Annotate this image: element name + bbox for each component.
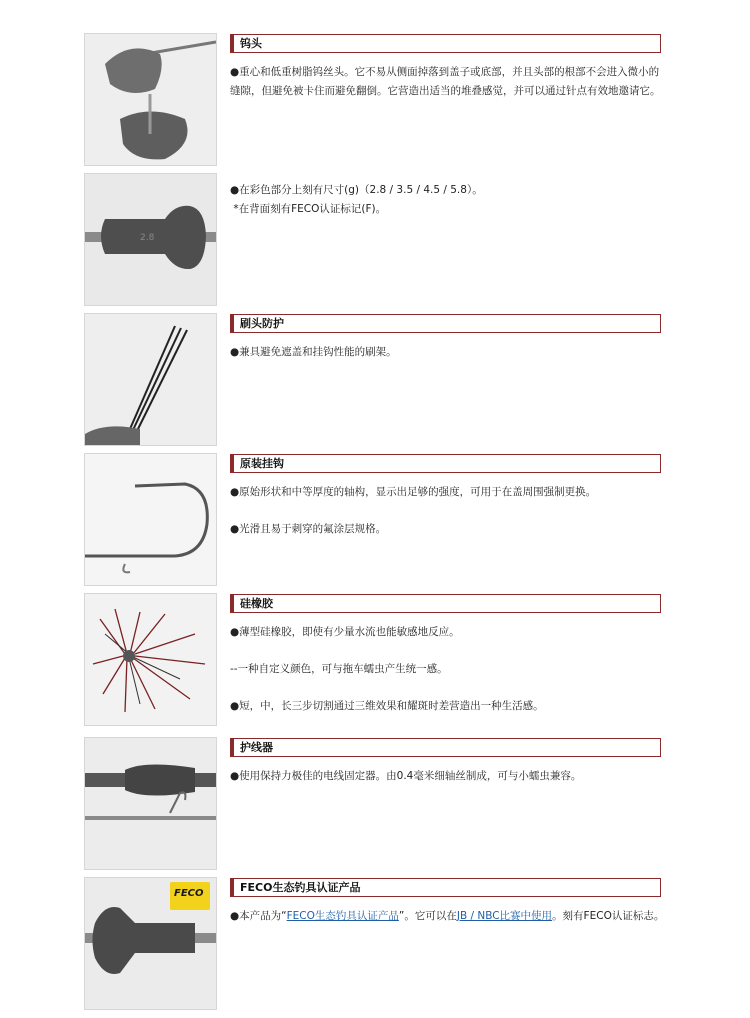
- section-heading: FECO生态钓具认证产品: [230, 878, 661, 897]
- section-text: [230, 483, 666, 539]
- section-text: [230, 623, 666, 716]
- section-heading: 钨头: [230, 34, 661, 53]
- paragraph: ●使用保持力极佳的电线固定器。由0.4毫米细轴丝制成，可与小蠕虫兼容。: [230, 770, 582, 782]
- section-text: [230, 181, 666, 219]
- section-heading: 刷头防护: [230, 314, 661, 333]
- engraved-head-image: [84, 173, 217, 306]
- paragraph: --一种自定义颜色，可与拖车蠕虫产生统一感。: [230, 663, 448, 675]
- text-fragment: ”。它可以在: [398, 910, 457, 922]
- silicone-skirt-image: [84, 593, 217, 726]
- section-text: [230, 343, 666, 362]
- section-text: [230, 907, 666, 926]
- feco-badge: [170, 882, 210, 910]
- brush-guard-image: [84, 313, 217, 446]
- paragraph: *在背面刻有FECO认证标记(F)。: [230, 203, 387, 215]
- paragraph: ●薄型硅橡胶，即使有少量水流也能敏感地反应。: [230, 626, 460, 638]
- hook-image: [84, 453, 217, 586]
- paragraph: ●在彩色部分上刻有尺寸(g)（2.8 / 3.5 / 4.5 / 5.8）。: [230, 184, 483, 196]
- paragraph: ●兼具避免遮盖和挂钩性能的刷架。: [230, 346, 397, 358]
- wire-keeper-image: [84, 737, 217, 870]
- text-fragment: 。刻有FECO认证标志。: [552, 910, 665, 922]
- paragraph: [230, 907, 666, 926]
- feco-certification-link[interactable]: FECO生态钓具认证产品: [286, 910, 399, 922]
- paragraph: ●重心和低重树脂钨丝头。它不易从侧面掉落到盖子或底部，并且头部的根部不会进入微小的缝隙，但避免被卡住而避免翻倒。它营造出适当的堆叠感觉，并可以通过针点有效地邀请它。: [230, 66, 661, 97]
- svg-text:2.8: 2.8: [140, 233, 155, 243]
- text-fragment: ●本产品为“: [230, 910, 287, 922]
- jb-nbc-competition-link[interactable]: JB / NBC比赛中使用: [456, 910, 553, 922]
- section-text: [230, 767, 666, 786]
- section-heading: 护线器: [230, 738, 661, 757]
- tungsten-head-image: [84, 33, 217, 166]
- section-text: [230, 63, 666, 101]
- feco-logo-icon: FECO: [174, 888, 204, 899]
- paragraph: ●原始形状和中等厚度的轴构，显示出足够的强度，可用于在盖周围强制更换。: [230, 486, 597, 498]
- paragraph: ●光滑且易于刺穿的氟涂层规格。: [230, 523, 387, 535]
- section-heading: 硅橡胶: [230, 594, 661, 613]
- paragraph: ●短，中，长三步切割通过三维效果和耀斑时差营造出一种生活感。: [230, 700, 544, 712]
- section-heading: 原装挂钩: [230, 454, 661, 473]
